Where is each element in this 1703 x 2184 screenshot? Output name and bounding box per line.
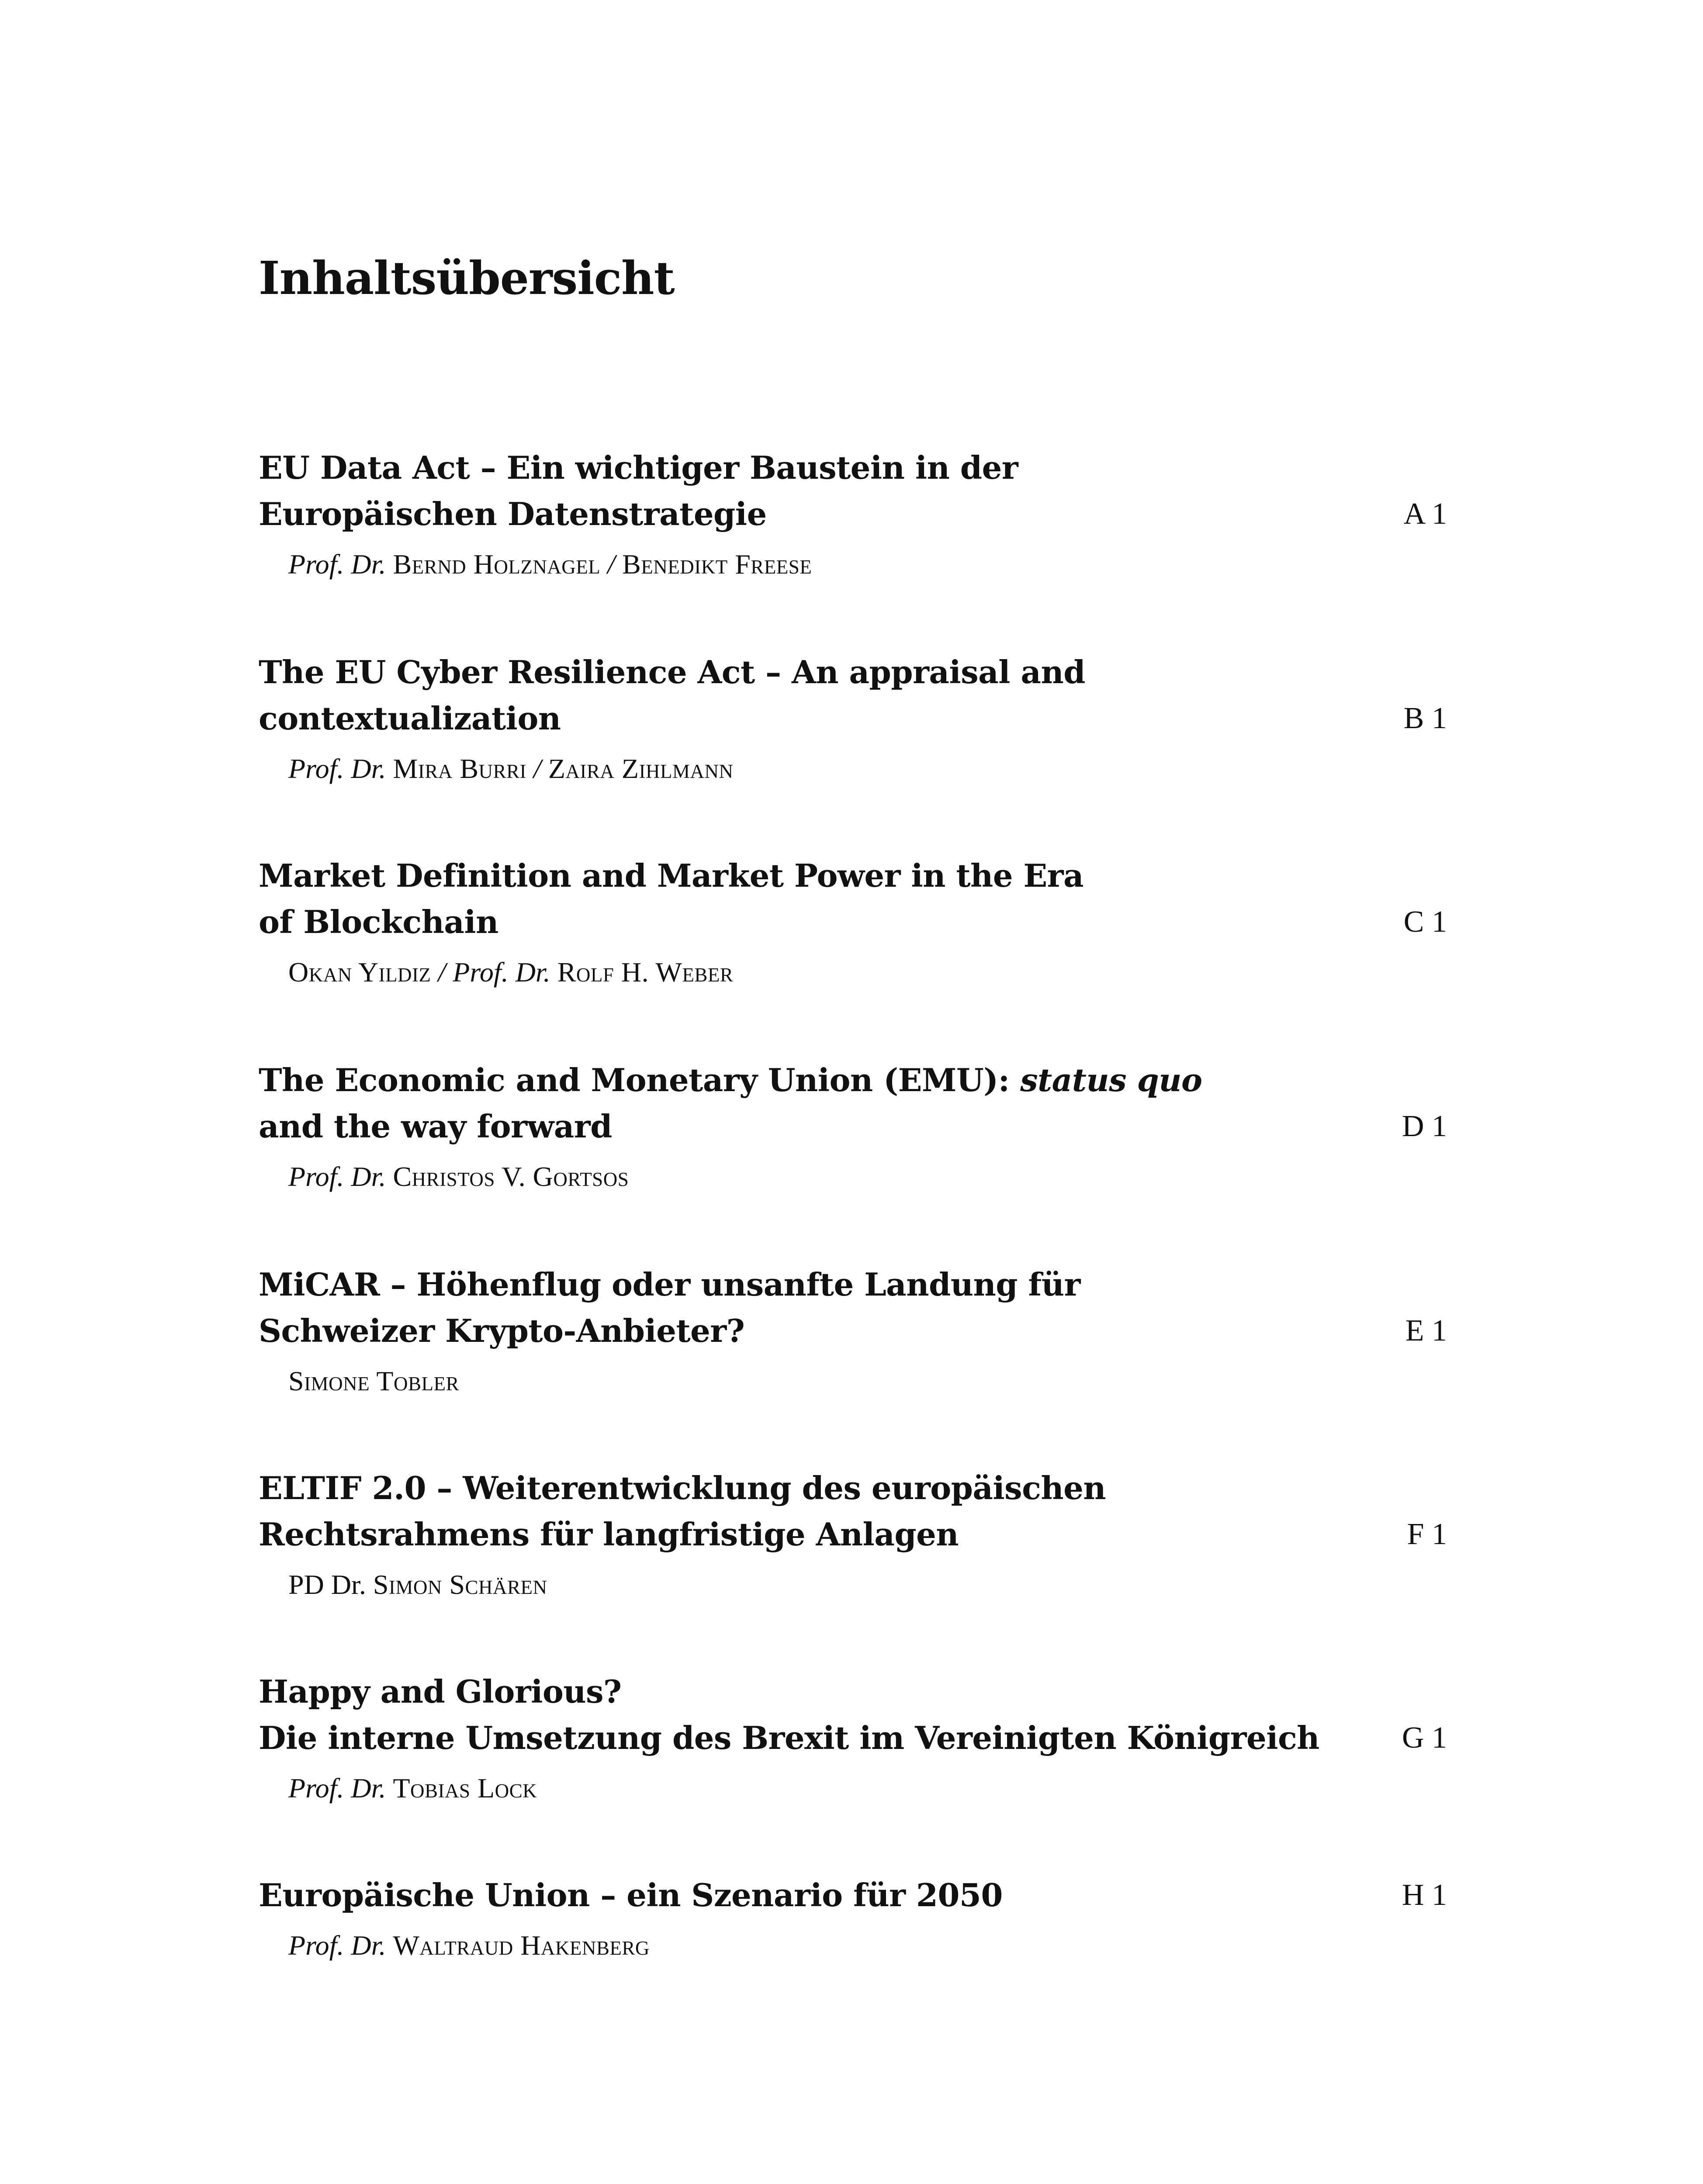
entry-authors (259, 950, 1447, 994)
entry-title-line-1: ELTIF 2.0 – Weiterentwicklung des europäischen (259, 1469, 1106, 1507)
toc-entry-h[interactable] (259, 1872, 1447, 1967)
entry-title-line-2: Rechtsrahmens für langfristige Anlagen (259, 1516, 959, 1553)
author-prefix: Prof. Dr. (288, 1930, 393, 1961)
entry-page-ref[interactable]: B 1 (1403, 702, 1447, 735)
entry-title (259, 1261, 1246, 1354)
entry-title-line-1 (259, 1057, 1246, 1103)
author-name: Benedikt Freese (622, 549, 812, 580)
author-separator: / (526, 753, 548, 784)
author-name: Okan Yildiz (288, 957, 431, 988)
author-prefix: PD Dr. (288, 1569, 373, 1600)
author-name: Waltraud Hakenberg (393, 1930, 650, 1961)
entry-title-line-2: Schweizer Krypto-Anbieter? (259, 1312, 745, 1349)
author-prefix: Prof. Dr. (288, 549, 393, 580)
author-prefix: Prof. Dr. (288, 1773, 393, 1804)
entry-title (259, 1669, 1319, 1761)
entry-page-ref[interactable]: F 1 (1407, 1517, 1447, 1551)
entry-page-ref[interactable]: D 1 (1402, 1109, 1447, 1143)
entry-authors (259, 1924, 1447, 1967)
entry-title-line-1: Market Definition and Market Power in the Era (259, 857, 1084, 894)
entry-page-ref[interactable]: H 1 (1402, 1878, 1447, 1912)
page-title: Inhaltsübersicht (259, 251, 675, 305)
author-name: Simon Schären (373, 1569, 547, 1600)
toc-entry-c[interactable] (259, 853, 1447, 994)
entry-page-ref[interactable]: C 1 (1403, 905, 1447, 939)
entry-title-line-2: and the way forward (259, 1108, 612, 1145)
entry-title (259, 445, 1246, 537)
author-name: Mira Burri (393, 753, 527, 784)
toc-entry-d[interactable] (259, 1057, 1447, 1199)
entry-title (259, 1465, 1246, 1558)
author-name: Rolf H. Weber (557, 957, 734, 988)
entry-title-line-2: of Blockchain (259, 903, 498, 940)
entry-title-line-1: Europäische Union – ein Szenario für 2050 (259, 1876, 1003, 1914)
author-separator: / (600, 549, 623, 580)
entry-title-line-2: Die interne Umsetzung des Brexit im Vereinigten Königreich (259, 1719, 1319, 1756)
toc-entry-f[interactable] (259, 1465, 1447, 1607)
author-name: Tobias Lock (393, 1773, 537, 1804)
entry-title-line-2: Europäischen Datenstrategie (259, 495, 767, 532)
author-prefix: Prof. Dr. (288, 753, 393, 784)
entry-title-italic: status quo (1020, 1061, 1202, 1099)
entry-title (259, 649, 1246, 742)
entry-title-line-1: Happy and Glorious? (259, 1673, 622, 1710)
entry-title-text: The Economic and Monetary Union (EMU): (259, 1061, 1021, 1099)
entry-page-ref[interactable]: G 1 (1402, 1721, 1447, 1755)
author-name: Zaira Zihlmann (548, 753, 734, 784)
entry-authors (259, 747, 1447, 791)
author-name: Christos V. Gortsos (393, 1161, 629, 1192)
entry-title-line-1: EU Data Act – Ein wichtiger Baustein in der (259, 449, 1018, 486)
toc-entry-b[interactable] (259, 649, 1447, 791)
entry-authors (259, 1563, 1447, 1607)
author-name: Bernd Holznagel (393, 549, 601, 580)
entry-title (259, 853, 1246, 945)
entry-authors (259, 1155, 1447, 1199)
entry-title-line-1: The EU Cyber Resilience Act – An appraisal and (259, 653, 1085, 691)
toc-entry-a[interactable] (259, 445, 1447, 586)
author-name: Simone Tobler (288, 1365, 460, 1396)
entry-title (259, 1057, 1246, 1150)
entry-title (259, 1872, 1246, 1918)
entry-page-ref[interactable]: E 1 (1405, 1314, 1447, 1348)
entry-authors (259, 1359, 1447, 1403)
toc-entry-e[interactable] (259, 1261, 1447, 1403)
entry-authors (259, 543, 1447, 586)
entry-title-line-2: contextualization (259, 700, 561, 737)
author-prefix: Prof. Dr. (288, 1161, 393, 1192)
entry-title-line-1: MiCAR – Höhenflug oder unsanfte Landung für (259, 1266, 1080, 1303)
toc-entry-g[interactable] (259, 1669, 1447, 1810)
entry-page-ref[interactable]: A 1 (1403, 497, 1447, 531)
entry-authors (259, 1766, 1447, 1810)
author-separator: / Prof. Dr. (431, 957, 557, 988)
